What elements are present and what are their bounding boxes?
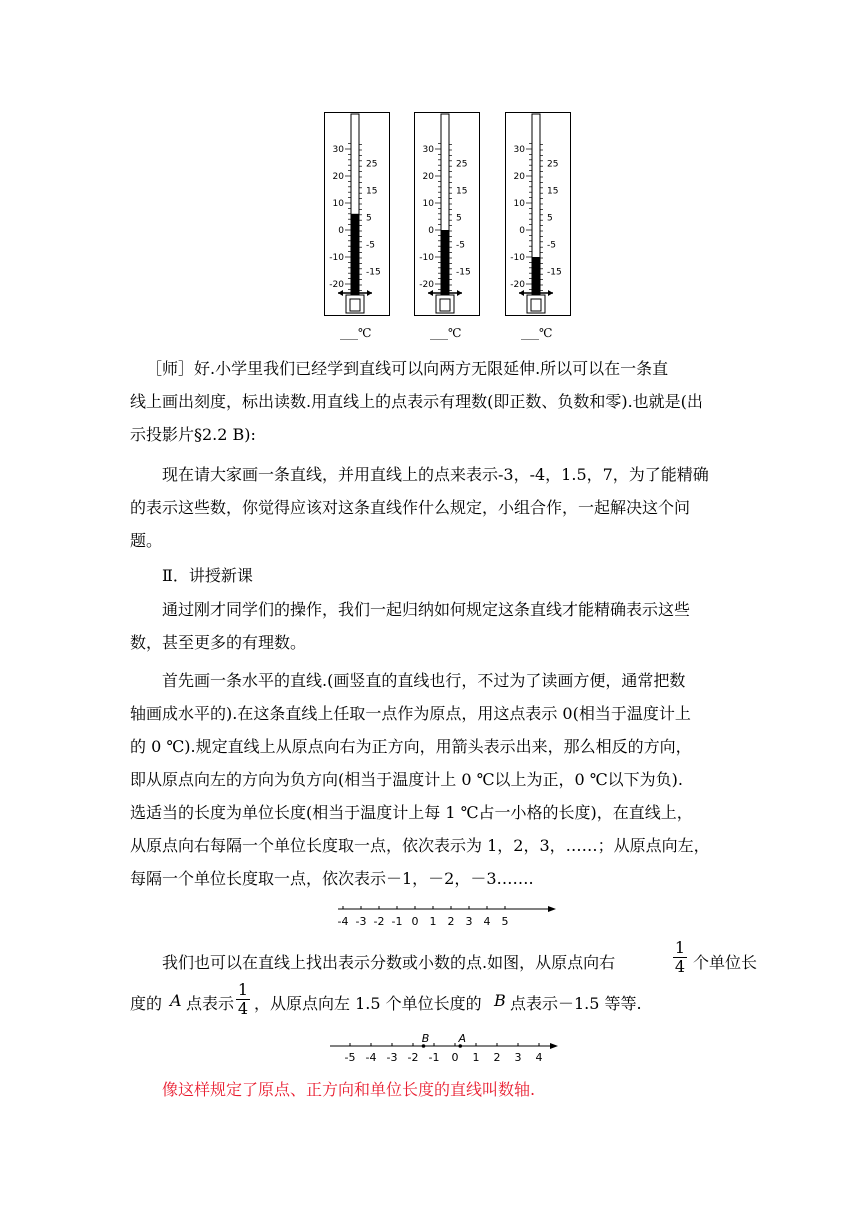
axis-arrow [550,1043,558,1049]
mercury-column [351,214,359,294]
fraction-1-numerator: 1 [674,938,686,957]
axis-tick-label: -2 [373,915,385,928]
paragraph-fraction-line-1a: 我们也可以在直线上找出表示分数或小数的点.如图，从原点向右 [162,953,616,972]
point-b-label-text: B [494,991,506,1010]
axis-tick-label: 4 [483,915,491,928]
paragraph-definition-line-1: 首先画一条水平的直线.(画竖直的直线也行，不过为了读画方便，通常把数 [162,671,686,690]
axis-tick-label: 0 [411,915,419,928]
axis-tick-label: -3 [386,1051,398,1064]
paragraph-fraction-line-1b: 个单位长 [693,953,758,972]
left-tick-label: 0 [428,226,434,236]
bulb-inner [350,299,360,311]
fraction-2-denominator: 4 [237,999,249,1018]
right-tick-label: 15 [547,186,559,197]
axis-point-label-a: A [458,1032,467,1045]
axis-tick-label: 2 [447,915,455,928]
left-tick-label: -20 [419,280,434,290]
axis-tick-label: -4 [337,915,349,928]
left-tick-label: 0 [519,226,525,236]
paragraph-fraction-line-2a: 度的 [130,994,163,1013]
fraction-1-denominator: 4 [674,957,686,976]
left-tick-label: -20 [510,280,525,290]
paragraph-definition-line-3: 的 0 ℃).规定直线上从原点向右为正方向，用箭头表示出来，那么相反的方向， [130,737,692,756]
axis-tick-label: 3 [465,915,473,928]
left-tick-label: 30 [513,145,525,155]
right-tick-label: 5 [366,213,372,224]
axis-tick-label: 0 [451,1051,459,1064]
left-tick-label: 10 [513,199,525,209]
axis-tick-label: 3 [514,1051,522,1064]
right-tick-label: 25 [547,159,559,170]
right-tick-label: -5 [366,240,375,251]
fraction-2-numerator: 1 [237,980,249,999]
paragraph-task-line-2: 的表示这些数，你觉得应该对这条直线作什么规定，小组合作，一起解决这个问 [130,498,691,517]
paragraph-teacher-line-2: 线上画出刻度，标出读数.用直线上的点表示有理数(即正数、负数和零).也就是(出 [130,392,703,411]
left-tick-label: -20 [329,280,344,290]
left-tick-label: 10 [422,199,434,209]
right-tick-label: 15 [456,186,468,197]
mercury-column [532,257,540,294]
fraction-one-quarter-2 [236,982,250,1017]
axis-tick-label: -1 [391,915,403,928]
left-tick-label: 30 [422,145,434,155]
left-tick-label: 20 [513,172,525,182]
thermometer-2-unit: ___℃ [430,326,462,340]
thermometer-2 [414,112,480,316]
number-line-2 [326,1032,566,1064]
left-tick-label: -10 [510,253,525,263]
paragraph-fraction-line-2d: 点表示－1.5 等等. [510,994,642,1013]
left-tick-label: 0 [338,226,344,236]
paragraph-fraction-line-2c: ，从原点向左 1.5 个单位长度的 [254,994,482,1013]
paragraph-definition-line-7: 每隔一个单位长度取一点，依次表示－1，－2，－3……. [130,869,534,888]
left-tick-label: 10 [332,199,344,209]
right-tick-label: -5 [547,240,556,251]
point-a-label-text: A [170,991,182,1010]
thermometer-1 [324,112,390,316]
paragraph-task-line-3: 题。 [130,531,163,550]
left-tick-label: 20 [422,172,434,182]
right-tick-label: 15 [366,186,378,197]
axis-tick-label: 1 [472,1051,480,1064]
left-tick-label: 30 [332,145,344,155]
paragraph-definition-line-4: 即从原点向左的方向为负方向(相当于温度计上 0 ℃以上为正，0 ℃以下为负). [130,770,683,789]
thermometer-3 [505,112,571,316]
axis-tick-label: 1 [429,915,437,928]
mercury-column [441,230,449,294]
left-tick-label: -10 [419,253,434,263]
axis-tick-label: -3 [355,915,367,928]
paragraph-definition-line-2: 轴画成水平的).在这条直线上任取一点作为原点，用这点表示 0(相当于温度计上 [130,704,691,723]
fraction-one-quarter-1 [673,940,687,975]
thermometer-1-unit: ___℃ [340,326,372,340]
section-heading: Ⅱ．讲授新课 [162,566,253,585]
number-axis-definition: 像这样规定了原点、正方向和单位长度的直线叫数轴. [162,1080,536,1099]
axis-tick-label: -1 [428,1051,440,1064]
axis-tick-label: -5 [344,1051,356,1064]
left-tick-label: -10 [329,253,344,263]
axis-tick-label: 5 [501,915,509,928]
bulb-inner [531,299,541,311]
axis-tick-label: 2 [493,1051,501,1064]
paragraph-task-line-1: 现在请大家画一条直线，并用直线上的点来表示-3，-4，1.5，7，为了能精确 [162,465,709,484]
right-tick-label: 5 [547,213,553,224]
right-tick-label: 5 [456,213,462,224]
paragraph-summary-line-1: 通过刚才同学们的操作，我们一起归纳如何规定这条直线才能精确表示这些 [162,600,691,619]
right-tick-label: -5 [456,240,465,251]
paragraph-summary-line-2: 数，甚至更多的有理数。 [130,633,307,652]
axis-tick-label: -4 [365,1051,377,1064]
right-tick-label: -15 [456,267,471,278]
axis-tick-label: -2 [407,1051,419,1064]
thermometer-3-unit: ___℃ [521,326,553,340]
bulb-inner [440,299,450,311]
thermometer-2-svg [414,112,480,316]
paragraph-fraction-line-2b: 点表示 [186,994,235,1013]
left-tick-label: 20 [332,172,344,182]
thermometer-1-svg [324,112,390,316]
right-tick-label: 25 [366,159,378,170]
right-tick-label: -15 [547,267,562,278]
paragraph-definition-line-5: 选适当的长度为单位长度(相当于温度计上每 1 ℃占一小格的长度)，在直线上， [130,803,693,822]
paragraph-teacher-line-1: ［师］好.小学里我们已经学到直线可以向两方无限延伸.所以可以在一条直 [146,359,669,378]
axis-arrow [548,906,556,912]
paragraph-teacher-line-3: 示投影片§2.2 B): [130,425,256,444]
right-tick-label: 25 [456,159,468,170]
axis-point-label-b: B [421,1032,430,1045]
right-tick-label: -15 [366,267,381,278]
thermometer-3-svg [505,112,571,316]
axis-tick-label: 4 [535,1051,543,1064]
paragraph-definition-line-6: 从原点向右每隔一个单位长度取一点，依次表示为 1，2，3，……；从原点向左， [130,836,710,855]
number-line-1 [334,903,574,929]
